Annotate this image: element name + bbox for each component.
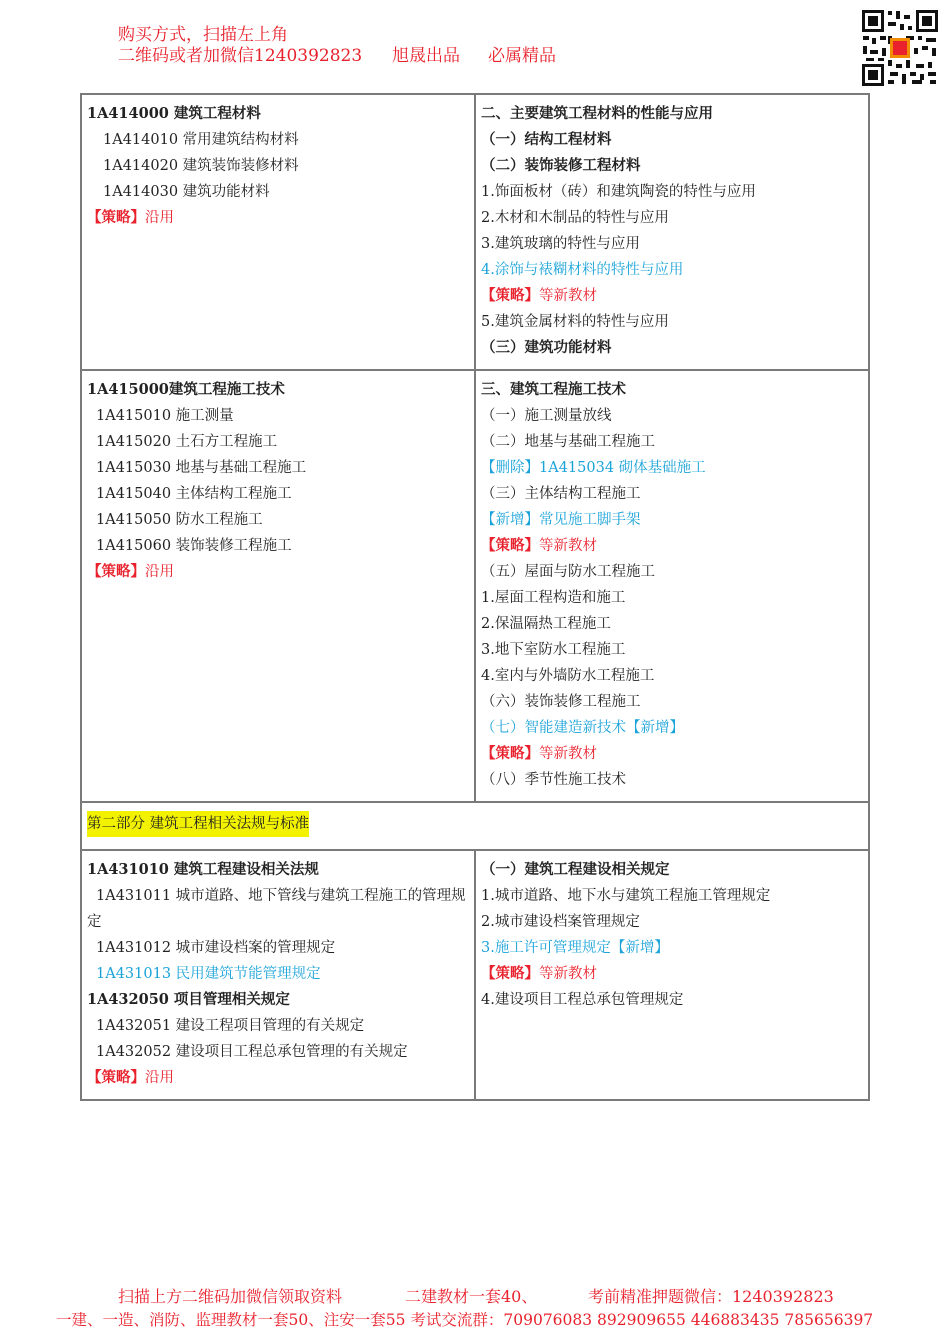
strategy-text: 等新教材	[539, 966, 597, 982]
list-item: 1A432052 建设项目工程总承包管理的有关规定	[96, 1044, 408, 1060]
section3-left-subtitle: 1A432050 项目管理相关规定	[87, 991, 290, 1008]
list-item: 1A415010 施工测量	[96, 408, 234, 424]
subheading: （二）装饰装修工程材料	[481, 157, 641, 174]
part2-heading: 第二部分 建筑工程相关法规与标准	[87, 811, 309, 837]
strategy-text: 等新教材	[539, 538, 597, 554]
list-item: 4.建设项目工程总承包管理规定	[481, 992, 684, 1008]
footer-scan-text: 扫描上方二维码加微信领取资料	[118, 1287, 343, 1306]
strategy-text: 等新教材	[539, 288, 597, 304]
section2-right-title: 三、建筑工程施工技术	[481, 381, 626, 398]
list-item: 3.建筑玻璃的特性与应用	[481, 236, 640, 252]
section1-left-cell	[81, 94, 475, 370]
list-item: 1.饰面板材（砖）和建筑陶瓷的特性与应用	[481, 184, 756, 200]
list-item: （二）地基与基础工程施工	[481, 434, 655, 450]
section1-left-title: 1A414000 建筑工程材料	[87, 105, 261, 122]
strategy-line	[481, 283, 863, 309]
content-table	[80, 93, 870, 1101]
strategy-text: 等新教材	[539, 746, 597, 762]
strategy-line	[87, 205, 469, 231]
strategy-tag: 【策略】	[481, 965, 539, 982]
footer-book-price: 二建教材一套40、	[405, 1287, 538, 1306]
strategy-text: 沿用	[145, 1070, 174, 1086]
strategy-line	[481, 961, 863, 987]
table-row	[81, 94, 869, 370]
strategy-tag: 【策略】	[481, 287, 539, 304]
list-item: （五）屋面与防水工程施工	[481, 564, 655, 580]
list-item: 2.保温隔热工程施工	[481, 616, 611, 632]
list-item: 1A415040 主体结构工程施工	[96, 486, 292, 502]
deleted-item: 【删除】1A415034 砌体基础施工	[481, 460, 706, 476]
part2-heading-cell	[81, 802, 869, 850]
table-row	[81, 370, 869, 802]
strategy-line	[87, 559, 469, 585]
list-item: （八）季节性施工技术	[481, 772, 626, 788]
list-item: 4.室内与外墙防水工程施工	[481, 668, 655, 684]
list-item: 1A415020 土石方工程施工	[96, 434, 278, 450]
list-item: 1A431012 城市建设档案的管理规定	[96, 940, 336, 956]
strategy-line	[481, 741, 863, 767]
footer-groups: 一建、一造、消防、监理教材一套50、注安一套55 考试交流群：709076083 892909655 446883435 785656397	[56, 1311, 874, 1329]
list-item: 1.城市道路、地下水与建筑工程施工管理规定	[481, 888, 771, 904]
list-item: 1A414020 建筑装饰装修材料	[103, 158, 299, 174]
list-item: 1A414010 常用建筑结构材料	[103, 132, 299, 148]
list-item: 2.城市建设档案管理规定	[481, 914, 640, 930]
strategy-tag: 【策略】	[87, 563, 145, 580]
header-slogan: 必属精品	[488, 46, 556, 66]
list-item: （三）主体结构工程施工	[481, 486, 641, 502]
strategy-tag: 【策略】	[87, 1069, 145, 1086]
section2-right-cell	[475, 370, 869, 802]
list-item: 1A432051 建设工程项目管理的有关规定	[96, 1018, 365, 1034]
list-item: （一）施工测量放线	[481, 408, 612, 424]
header-brand: 旭晟出品	[392, 46, 460, 66]
strategy-tag: 【策略】	[481, 745, 539, 762]
list-item-changed: 4.涂饰与裱糊材料的特性与应用	[481, 262, 684, 278]
section2-left-title: 1A415000建筑工程施工技术	[87, 381, 285, 398]
strategy-text: 沿用	[145, 210, 174, 226]
qr-code-icon	[860, 8, 940, 88]
list-item: 2.木材和木制品的特性与应用	[481, 210, 669, 226]
section3-right-title: （一）建筑工程建设相关规定	[481, 861, 670, 878]
strategy-tag: 【策略】	[481, 537, 539, 554]
list-item: 1A431011 城市道路、地下管线与建筑工程施工的管理规定	[87, 888, 466, 930]
new-item: 【新增】常见施工脚手架	[481, 512, 641, 528]
strategy-line	[481, 533, 863, 559]
section3-left-title: 1A431010 建筑工程建设相关法规	[87, 861, 319, 878]
strategy-tag: 【策略】	[87, 209, 145, 226]
strategy-text: 沿用	[145, 564, 174, 580]
table-row	[81, 850, 869, 1100]
list-item: （六）装饰装修工程施工	[481, 694, 641, 710]
header-wechat: 二维码或者加微信1240392823	[118, 46, 363, 66]
table-row	[81, 802, 869, 850]
list-item: 5.建筑金属材料的特性与应用	[481, 314, 669, 330]
footer-wechat: 考前精准押题微信：1240392823	[588, 1287, 834, 1306]
list-item: 1A414030 建筑功能材料	[103, 184, 270, 200]
list-item: 1.屋面工程构造和施工	[481, 590, 626, 606]
section1-right-cell	[475, 94, 869, 370]
header-line-1: 购买方式，扫描左上角	[118, 25, 288, 45]
new-item: （七）智能建造新技术【新增】	[481, 720, 684, 736]
list-item-changed: 1A431013 民用建筑节能管理规定	[96, 966, 321, 982]
list-item: 1A415030 地基与基础工程施工	[96, 460, 307, 476]
list-item: 1A415060 装饰装修工程施工	[96, 538, 292, 554]
list-item: 3.地下室防水工程施工	[481, 642, 626, 658]
strategy-line	[87, 1065, 469, 1091]
subheading: （三）建筑功能材料	[481, 339, 612, 356]
section3-left-cell	[81, 850, 475, 1100]
subheading: （一）结构工程材料	[481, 131, 612, 148]
list-item: 1A415050 防水工程施工	[96, 512, 263, 528]
section1-right-title: 二、主要建筑工程材料的性能与应用	[481, 105, 713, 122]
section3-right-cell	[475, 850, 869, 1100]
section2-left-cell	[81, 370, 475, 802]
new-item: 3.施工许可管理规定【新增】	[481, 940, 669, 956]
